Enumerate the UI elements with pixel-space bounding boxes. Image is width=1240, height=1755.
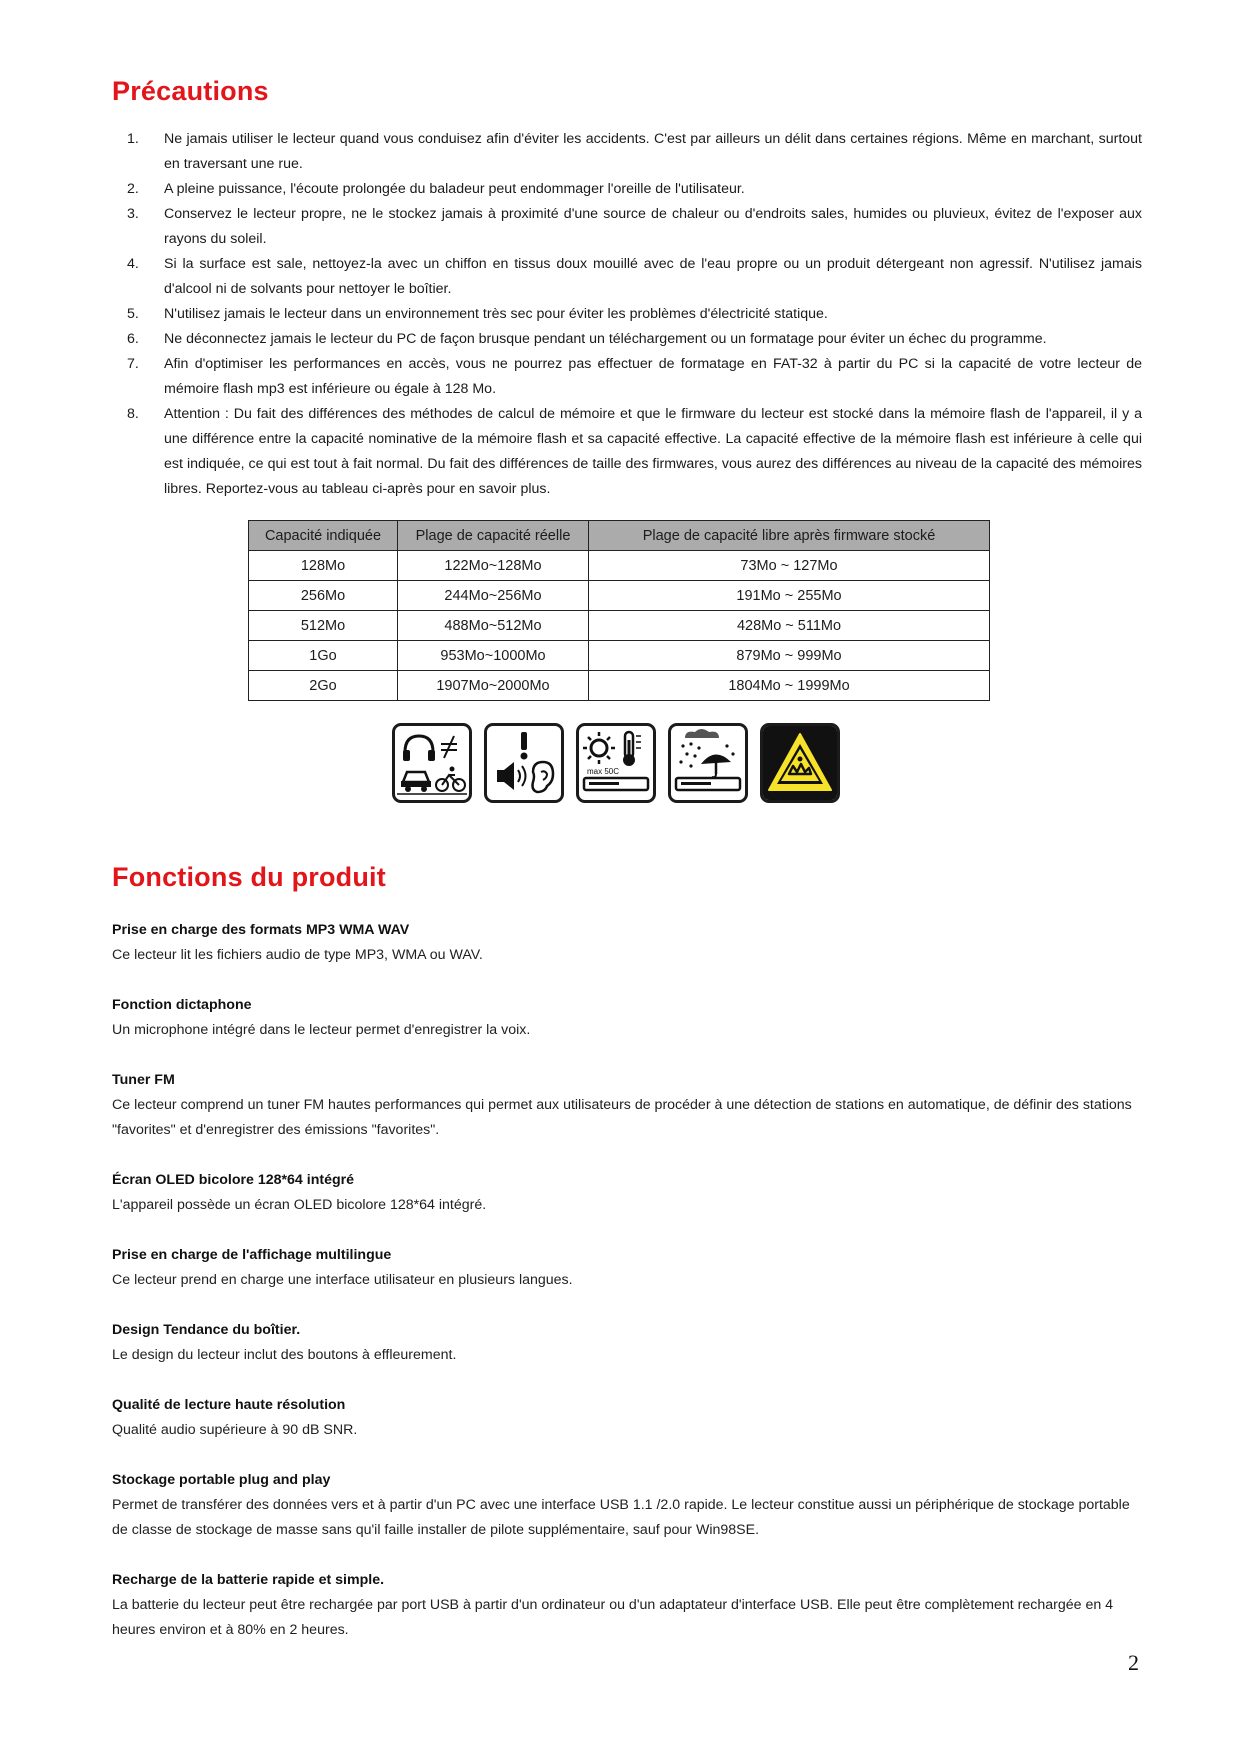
table-cell: 1907Mo~2000Mo (398, 671, 589, 701)
temperature-icon (576, 723, 656, 803)
list-item: 1. Ne jamais utiliser le lecteur quand vous conduisez afin d'éviter les accidents. C'est par ailleurs un délit dans certaines régions. Même en marchant, surtout en traversant une rue. (127, 131, 1142, 172)
feature-description: L'appareil possède un écran OLED bicolore 128*64 intégré. (112, 1197, 487, 1213)
precautions-list (112, 127, 1142, 502)
table-cell: 191Mo ~ 255Mo (589, 581, 990, 611)
table-header-row (249, 521, 990, 551)
feature-description: Un microphone intégré dans le lecteur permet d'enregistrer la voix. (112, 1022, 531, 1038)
feature-item (112, 1243, 1142, 1293)
list-item: 3. Conservez le lecteur propre, ne le stockez jamais à proximité d'une source de chaleur ou d'endroits sales, humides ou pluvieux, évitez de l'exposer aux rayons du soleil. (127, 206, 1142, 247)
feature-item (112, 1393, 1142, 1443)
feature-title: Prise en charge de l'affichage multilingue (112, 1247, 392, 1263)
hazard-warning-icon (760, 723, 840, 803)
rain-humidity-icon (668, 723, 748, 803)
feature-description: Ce lecteur comprend un tuner FM hautes performances qui permet aux utilisateurs de procéder à une détection de stations en automatique, de définir des stations "favorites" et d'enregistrer des émissions "favorites". (112, 1097, 1132, 1138)
table-row (249, 641, 990, 671)
column-header: Plage de capacité libre après firmware stocké (589, 521, 990, 551)
feature-title: Qualité de lecture haute résolution (112, 1397, 346, 1413)
feature-description: Ce lecteur prend en charge une interface utilisateur en plusieurs langues. (112, 1272, 573, 1288)
table-cell: 256Mo (249, 581, 398, 611)
table-cell: 879Mo ~ 999Mo (589, 641, 990, 671)
table-cell: 953Mo~1000Mo (398, 641, 589, 671)
table-cell: 128Mo (249, 551, 398, 581)
feature-item (112, 993, 1142, 1043)
table-cell: 122Mo~128Mo (398, 551, 589, 581)
table-row (249, 581, 990, 611)
table-cell: 428Mo ~ 511Mo (589, 611, 990, 641)
column-header: Plage de capacité réelle (398, 521, 589, 551)
precautions-title: Précautions (112, 76, 269, 106)
table-row (249, 551, 990, 581)
features-title: Fonctions du produit (112, 862, 386, 892)
table-cell: 73Mo ~ 127Mo (589, 551, 990, 581)
feature-description: Permet de transférer des données vers et à partir d'un PC avec une interface USB 1.1 /2.0 rapide. Le lecteur constitue aussi un périphérique de stockage portable de classe de stockage de masse sans qu'il faille installer de pilote supplémentaire, sauf pour Win98SE. (112, 1497, 1130, 1538)
capacity-table (248, 520, 990, 701)
list-item: 4. Si la surface est sale, nettoyez-la avec un chiffon en tissus doux mouillé avec de l'eau propre ou un produit détergeant non agressif. N'utilisez jamais d'alcool ni de solvants pour nettoyer le boîtier. (127, 256, 1142, 297)
feature-description: La batterie du lecteur peut être rechargée par port USB à partir d'un ordinateur ou d'un adaptateur d'interface USB. Elle peut être complètement rechargée en 4 heures environ et à 80% en 2 heures. (112, 1597, 1114, 1638)
feature-description: Qualité audio supérieure à 90 dB SNR. (112, 1422, 358, 1438)
feature-item (112, 1468, 1142, 1543)
loud-volume-ear-icon (484, 723, 564, 803)
table-cell: 1Go (249, 641, 398, 671)
feature-item (112, 1568, 1142, 1643)
table-row (249, 611, 990, 641)
feature-item (112, 1068, 1142, 1143)
feature-title: Tuner FM (112, 1072, 175, 1088)
feature-title: Design Tendance du boîtier. (112, 1322, 301, 1338)
table-cell: 512Mo (249, 611, 398, 641)
column-header: Capacité indiquée (249, 521, 398, 551)
table-cell: 2Go (249, 671, 398, 701)
feature-description: Le design du lecteur inclut des boutons à effleurement. (112, 1347, 457, 1363)
no-driving-headphones-icon (392, 723, 472, 803)
page-number: 2 (1128, 1650, 1139, 1675)
feature-item (112, 1318, 1142, 1368)
table-cell: 1804Mo ~ 1999Mo (589, 671, 990, 701)
feature-title: Écran OLED bicolore 128*64 intégré (112, 1172, 355, 1188)
list-item: 8. Attention : Du fait des différences des méthodes de calcul de mémoire et que le firmware du lecteur est stocké dans la mémoire flash de l'appareil, il y a une différence entre la capacité nominative de la mémoire flash et sa capacité effective. La capacité effective de la mémoire flash est inférieure à celle qui est indiquée, ce qui est tout à fait normal. Du fait des différences de taille des firmwares, vous aurez des différences au niveau de la capacité des mémoires libres. Reportez-vous au tableau ci-après pour en savoir plus. (127, 406, 1142, 497)
list-item: 6. Ne déconnectez jamais le lecteur du PC de façon brusque pendant un téléchargement ou un formatage pour éviter un échec du programme. (127, 331, 1047, 347)
feature-item (112, 1168, 1142, 1218)
feature-title: Fonction dictaphone (112, 997, 252, 1013)
table-cell: 244Mo~256Mo (398, 581, 589, 611)
feature-title: Prise en charge des formats MP3 WMA WAV (112, 922, 410, 938)
warning-icons-row (392, 723, 840, 803)
feature-item (112, 918, 1142, 968)
list-item: 2. A pleine puissance, l'écoute prolongée du baladeur peut endommager l'oreille de l'utilisateur. (127, 181, 745, 197)
table-row (249, 671, 990, 701)
feature-title: Stockage portable plug and play (112, 1472, 331, 1488)
list-item: 7. Afin d'optimiser les performances en accès, vous ne pourrez pas effectuer de formatage en FAT-32 à partir du PC si la capacité de votre lecteur de mémoire flash mp3 est inférieure ou égale à 128 Mo. (127, 356, 1142, 397)
feature-description: Ce lecteur lit les fichiers audio de type MP3, WMA ou WAV. (112, 947, 483, 963)
list-item: 5. N'utilisez jamais le lecteur dans un environnement très sec pour éviter les problèmes d'électricité statique. (127, 306, 828, 322)
feature-title: Recharge de la batterie rapide et simple. (112, 1572, 385, 1588)
table-cell: 488Mo~512Mo (398, 611, 589, 641)
max-temperature-label: max 50C (587, 767, 620, 776)
